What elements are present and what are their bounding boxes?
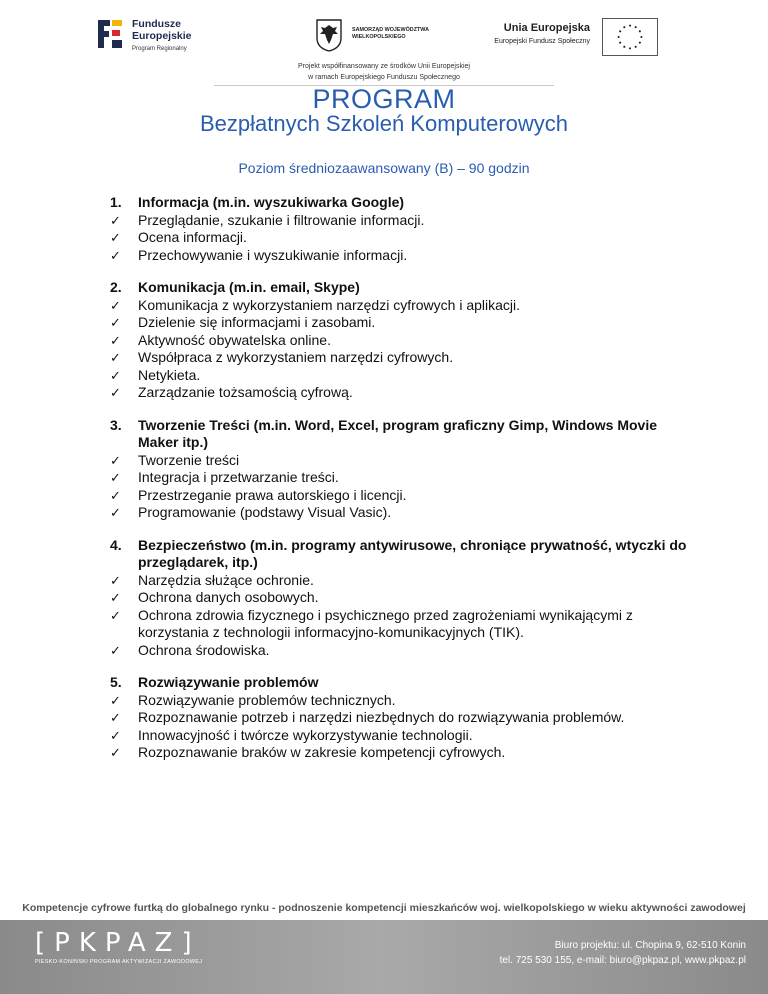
checkmark-icon: ✓ (110, 590, 121, 605)
list-item-text: Integracja i przetwarzanie treści. (138, 469, 339, 485)
fundusze-europejskie-logo (96, 18, 216, 54)
office-contact (500, 938, 746, 968)
eu-logo (488, 18, 658, 56)
page-title: PROGRAM (312, 84, 456, 114)
section-number: 5. (110, 674, 122, 690)
list-item (110, 452, 700, 470)
list-item-text: Narzędzia służące ochronie. (138, 571, 314, 588)
list-item (110, 229, 700, 247)
section-heading (110, 417, 700, 452)
list-item (110, 487, 700, 505)
office-address: Biuro projektu: ul. Chopina 9, 62-510 Konin (554, 940, 746, 951)
fe-logo-line3: Program Regionalny (132, 46, 187, 52)
section-number: 4. (110, 536, 122, 553)
list-item (110, 607, 700, 642)
section-1 (110, 194, 700, 264)
checkmark-icon: ✓ (110, 247, 121, 263)
list-item-text: Dzielenie się informacjami i zasobami. (138, 314, 376, 330)
footer-tagline: Kompetencje cyfrowe furtką do globalnego rynku - podnoszenie kompetencji mieszkańców woj. wielkopolskiego w wieku aktywności zawodowej (22, 902, 746, 914)
section-number: 1. (110, 194, 122, 210)
list-item-text: Ochrona środowiska. (138, 641, 270, 658)
list-item (110, 349, 700, 367)
list-item (110, 212, 700, 230)
list-item-text: Rozpoznawanie potrzeb i narzędzi niezbędnych do rozwiązywania problemów. (138, 709, 625, 725)
eu-logo-subtitle: Europejski Fundusz Społeczny (494, 38, 590, 45)
eu-logo-title: Unia Europejska (503, 22, 590, 34)
section-heading-text: Informacja (m.in. wyszukiwarka Google) (138, 194, 405, 210)
list-item (110, 297, 700, 315)
list-item (110, 692, 700, 710)
list-item (110, 384, 700, 402)
list-item-text: Ochrona zdrowia fizycznego i psychicznego przed zagrożeniami wynikającymi z korzystania z technologii informacyjno-komunikacyjnych (TIK). (138, 606, 633, 640)
eu-star (640, 36, 642, 38)
region-logo-line2: WIELKOPOLSKIEGO (352, 34, 406, 40)
eu-star (629, 47, 631, 49)
list-item-text: Współpraca z wykorzystaniem narzędzi cyfrowych. (138, 349, 454, 365)
list-item-text: Rozwiązywanie problemów technicznych. (138, 691, 396, 708)
fundusze-europejskie-mark-icon (96, 18, 124, 52)
list-item-text: Ocena informacji. (138, 229, 247, 245)
section-heading-text: Bezpieczeństwo (m.in. programy antywirusowe, chroniące prywatność, wtyczki do przeglądarek, itp.) (138, 536, 687, 570)
section-4 (110, 537, 700, 660)
section-number: 3. (110, 416, 122, 433)
checkmark-icon: ✓ (110, 692, 121, 708)
list-item-text: Netykieta. (138, 366, 201, 383)
checkmark-icon: ✓ (110, 212, 121, 228)
pkpaz-logo (35, 928, 202, 966)
fe-logo-line1: Fundusze (132, 18, 181, 30)
eu-star (639, 42, 641, 44)
eu-star (618, 36, 620, 38)
list-item (110, 709, 700, 727)
checkmark-icon: ✓ (110, 710, 121, 725)
footer-band (0, 920, 768, 994)
list-item-text: Programowanie (podstawy Visual Vasic). (138, 504, 392, 520)
eu-star (619, 42, 621, 44)
course-level: Poziom średniozaawansowany (B) – 90 godzin (238, 160, 530, 176)
list-item-text: Zarządzanie tożsamością cyfrową. (138, 384, 353, 400)
list-item (110, 589, 700, 607)
eu-star (635, 46, 637, 48)
section-3 (110, 417, 700, 522)
list-item (110, 332, 700, 350)
eu-star (635, 26, 637, 28)
checkmark-icon: ✓ (110, 505, 121, 520)
page-subtitle: Bezpłatnych Szkoleń Komputerowych (199, 111, 569, 136)
checkmark-icon: ✓ (110, 642, 121, 658)
list-item (110, 247, 700, 265)
region-logo-line1: SAMORZĄD WOJEWÓDZTWA (352, 27, 429, 33)
pkpaz-brand: [PKPAZ] (35, 928, 201, 958)
list-item (110, 504, 700, 522)
checkmark-icon: ✓ (110, 385, 121, 400)
checkmark-icon: ✓ (110, 607, 121, 623)
list-item (110, 727, 700, 745)
funding-note (0, 61, 768, 83)
list-item (110, 367, 700, 385)
pkpaz-brand-subtitle: PIESKO-KONIŃSKI PROGRAM AKTYWIZACJI ZAWODOWEJ (35, 959, 203, 965)
checkmark-icon: ✓ (110, 367, 121, 383)
funding-note-line2: w ramach Europejskiego Funduszu Społecznego (308, 74, 460, 81)
list-item (110, 642, 700, 660)
list-item-text: Innowacyjność i twórcze wykorzystywanie technologii. (138, 726, 473, 743)
section-heading-text: Tworzenie Treści (m.in. Word, Excel, program graficzny Gimp, Windows Movie Maker itp.) (138, 416, 658, 450)
section-heading-text: Komunikacja (m.in. email, Skype) (138, 279, 360, 295)
eu-star (629, 25, 631, 27)
section-heading (110, 194, 700, 212)
list-item-text: Przechowywanie i wyszukiwanie informacji. (138, 246, 408, 263)
eu-star (623, 26, 625, 28)
list-item-text: Komunikacja z wykorzystaniem narzędzi cyfrowych i aplikacji. (138, 296, 521, 313)
list-item-text: Przestrzeganie prawa autorskiego i licencji. (138, 486, 407, 503)
list-item (110, 744, 700, 762)
list-item (110, 314, 700, 332)
eu-star (619, 30, 621, 32)
section-2 (110, 279, 700, 402)
checkmark-icon: ✓ (110, 470, 121, 485)
program-sections (110, 194, 700, 777)
checkmark-icon: ✓ (110, 745, 121, 760)
list-item-text: Ochrona danych osobowych. (138, 589, 319, 605)
section-heading (110, 674, 700, 692)
section-heading-text: Rozwiązywanie problemów (138, 674, 319, 690)
eu-flag-icon (602, 18, 658, 56)
section-number: 2. (110, 279, 122, 295)
checkmark-icon: ✓ (110, 572, 121, 588)
checkmark-icon: ✓ (110, 297, 121, 313)
checkmark-icon: ✓ (110, 230, 121, 245)
section-5 (110, 674, 700, 762)
eu-star (639, 30, 641, 32)
checkmark-icon: ✓ (110, 727, 121, 743)
list-item-text: Tworzenie treści (138, 451, 240, 468)
list-item-text: Rozpoznawanie braków w zakresie kompetencji cyfrowych. (138, 744, 506, 760)
checkmark-icon: ✓ (110, 332, 121, 348)
eu-star (623, 46, 625, 48)
section-heading (110, 537, 700, 572)
eagle-crest-icon (314, 18, 344, 52)
checkmark-icon: ✓ (110, 315, 121, 330)
checkmark-icon: ✓ (110, 452, 121, 468)
list-item-text: Aktywność obywatelska online. (138, 331, 331, 348)
funding-note-line1: Projekt współfinansowany ze środków Unii Europejskiej (298, 63, 470, 70)
fe-logo-line2: Europejskie (132, 30, 192, 42)
section-heading (110, 279, 700, 297)
checkmark-icon: ✓ (110, 350, 121, 365)
checkmark-icon: ✓ (110, 487, 121, 503)
list-item (110, 572, 700, 590)
list-item-text: Przeglądanie, szukanie i filtrowanie informacji. (138, 211, 425, 228)
list-item (110, 469, 700, 487)
office-phone-email: tel. 725 530 155, e-mail: biuro@pkpaz.pl, www.pkpaz.pl (499, 955, 746, 966)
